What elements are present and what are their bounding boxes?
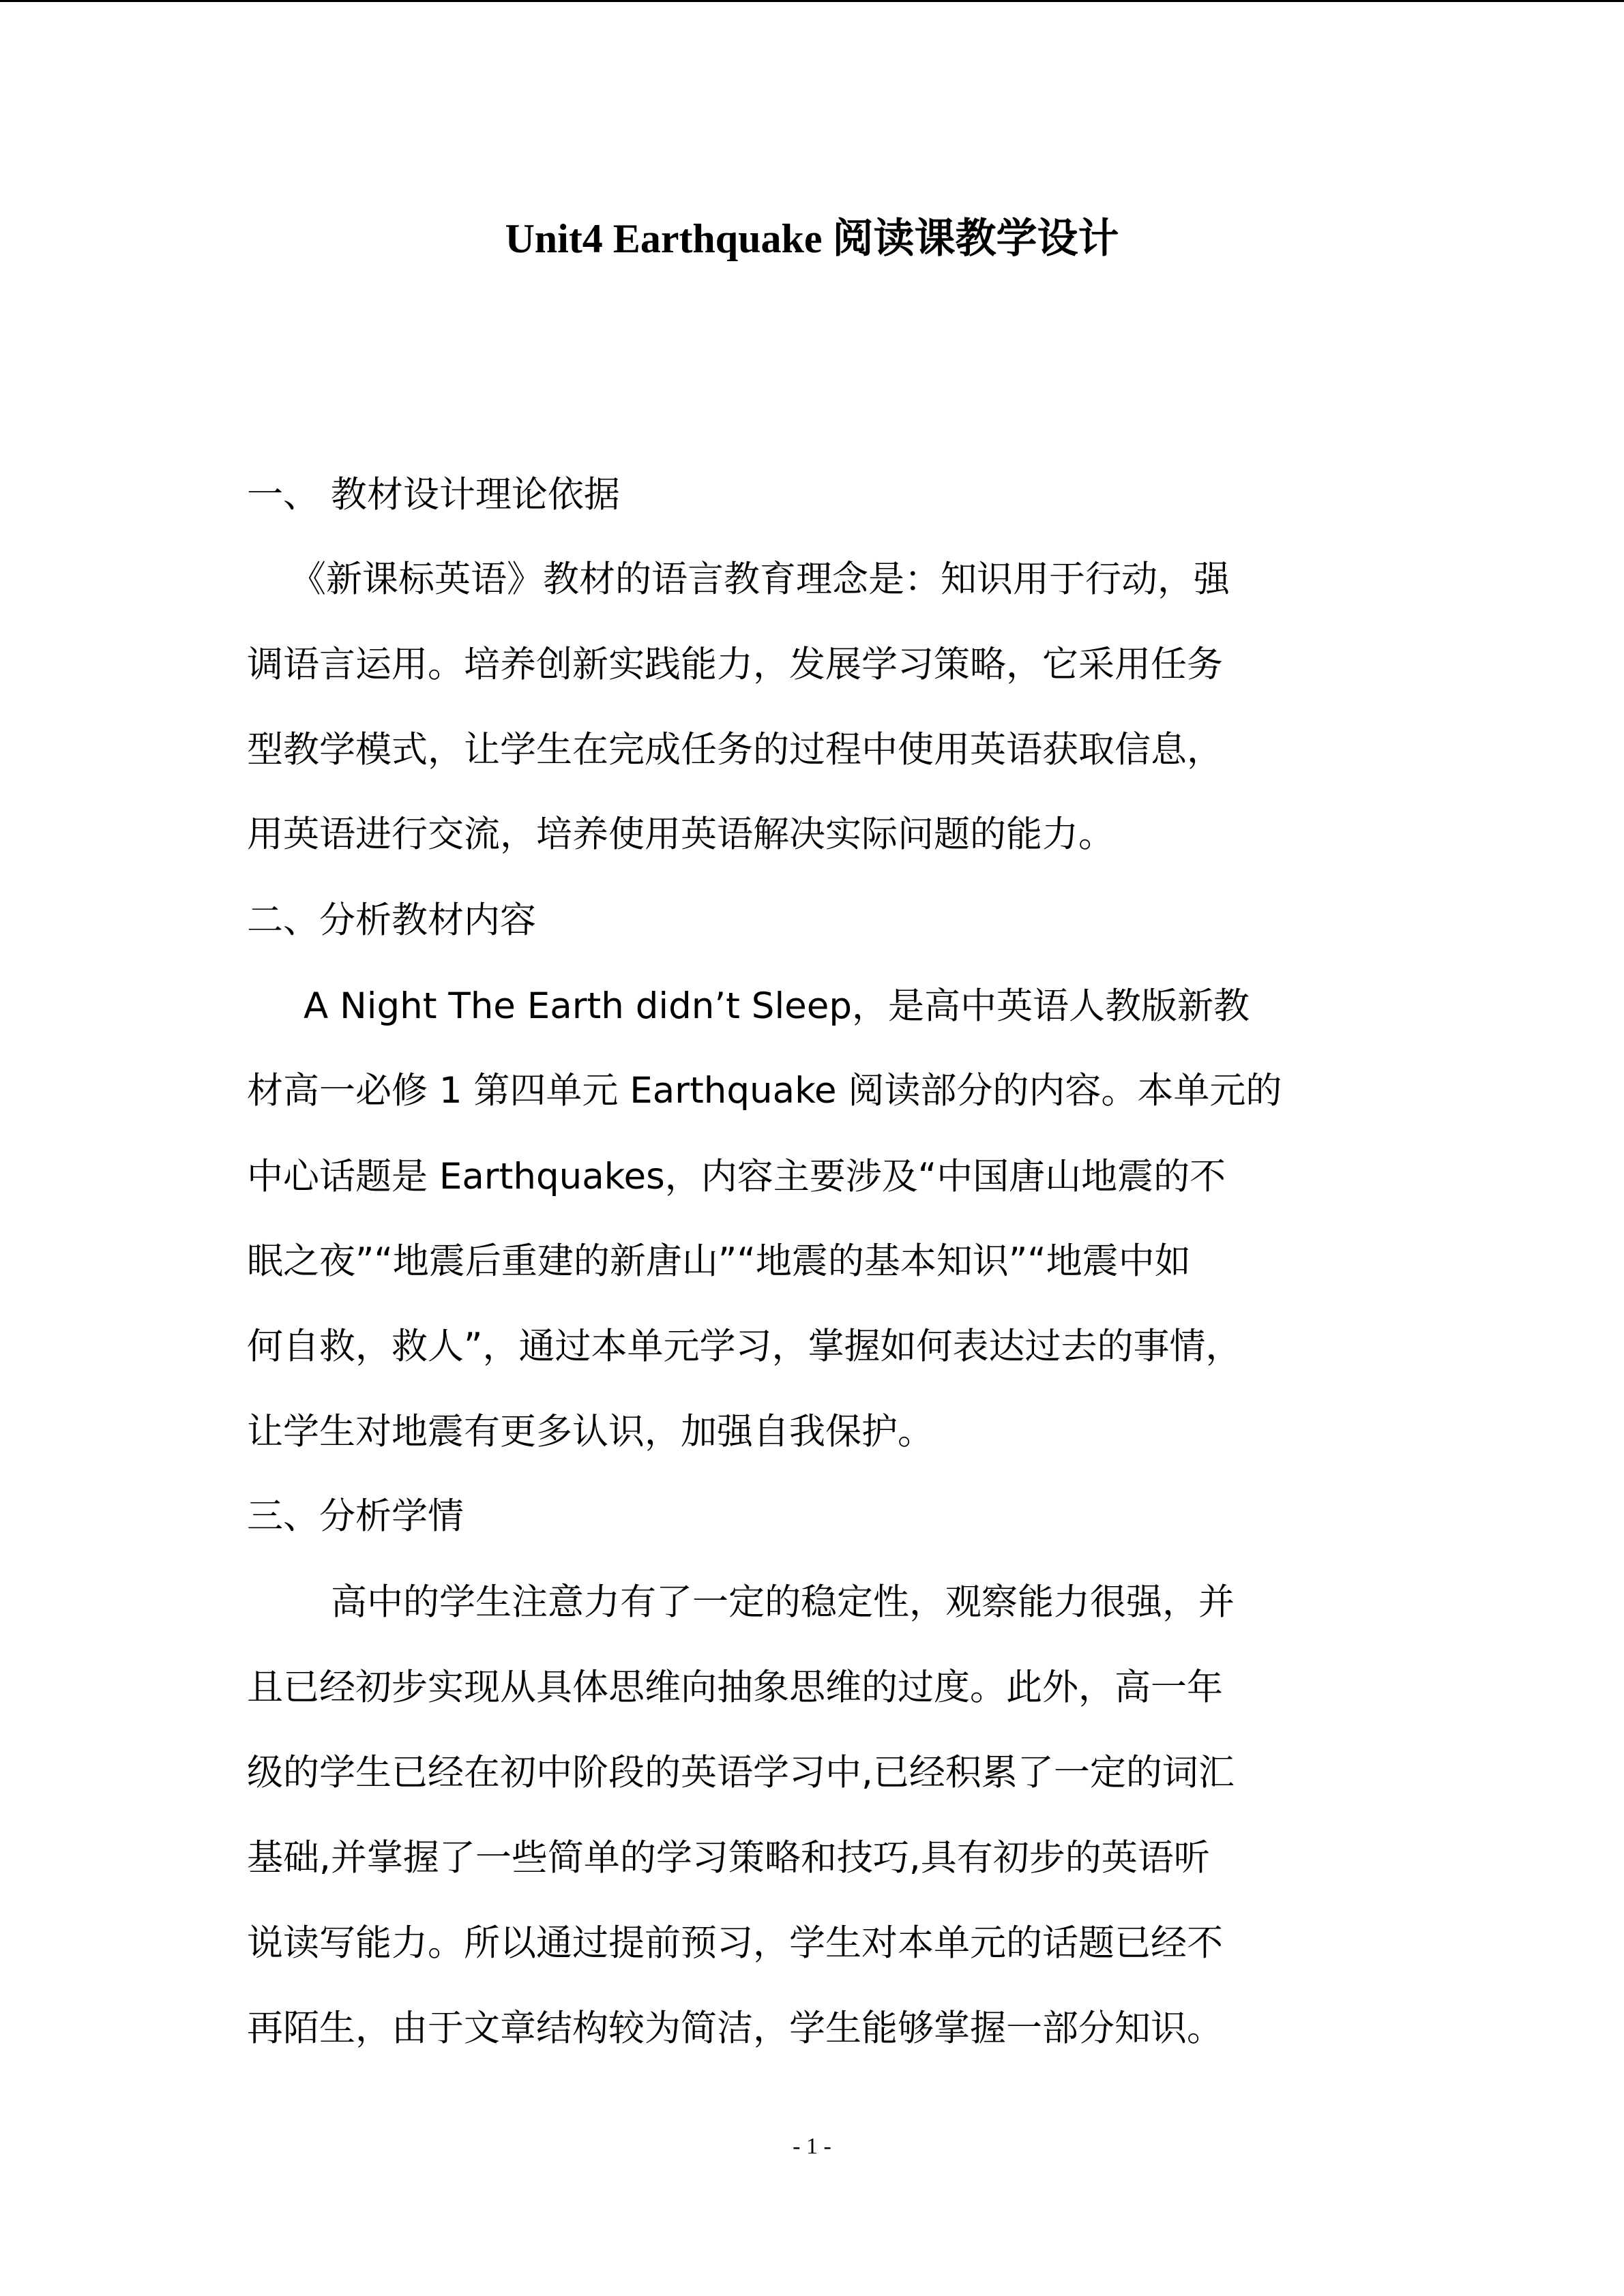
paragraph-line: 高中的学生注意力有了一定的稳定性，观察能力很强，并 <box>331 1581 1235 1623</box>
paragraph-line: 让学生对地震有更多认识，加强自我保护。 <box>247 1411 934 1452</box>
paragraph-line: 级的学生已经在初中阶段的英语学习中,已经积累了一定的词汇 <box>247 1752 1235 1793</box>
paragraph-line: 且已经初步实现从具体思维向抽象思维的过度。此外，高一年 <box>247 1667 1223 1708</box>
paragraph-line: 型教学模式，让学生在完成任务的过程中使用英语获取信息， <box>247 729 1223 771</box>
top-border <box>0 0 1624 2</box>
paragraph-line: A Night The Earth didn’t Sleep，是高中英语人教版新教 <box>304 985 1250 1027</box>
section-heading-theory: 一、 教材设计理论依据 <box>247 474 620 516</box>
paragraph-line: 调语言运用。培养创新实践能力，发展学习策略，它采用任务 <box>247 644 1223 685</box>
paragraph-line: 用英语进行交流，培养使用英语解决实际问题的能力。 <box>247 814 1114 855</box>
paragraph-line: 《新课标英语》教材的语言教育理念是：知识用于行动，强 <box>290 558 1230 600</box>
paragraph-line: 材高一必修 1 第四单元 Earthquake 阅读部分的内容。本单元的 <box>247 1070 1282 1112</box>
paragraph-line: 再陌生，由于文章结构较为简洁，学生能够掌握一部分知识。 <box>247 2008 1223 2049</box>
paragraph-line: 说读写能力。所以通过提前预习，学生对本单元的话题已经不 <box>247 1922 1223 1964</box>
paragraph-line: 何自救，救人”，通过本单元学习，掌握如何表达过去的事情， <box>247 1326 1242 1367</box>
section-heading-content: 二、分析教材内容 <box>247 899 536 941</box>
page-number: - 1 - <box>793 2134 831 2159</box>
paragraph-line: 眠之夜”“地震后重建的新唐山”“地震的基本知识”“地震中如 <box>247 1240 1191 1282</box>
paragraph-line: 中心话题是 Earthquakes，内容主要涉及“中国唐山地震的不 <box>247 1156 1226 1197</box>
paragraph-line: 基础,并掌握了一些简单的学习策略和技巧,具有初步的英语听 <box>247 1837 1210 1879</box>
section-heading-learners: 三、分析学情 <box>247 1495 464 1537</box>
document-title: Unit4 Earthquake 阅读课教学设计 <box>505 216 1119 261</box>
